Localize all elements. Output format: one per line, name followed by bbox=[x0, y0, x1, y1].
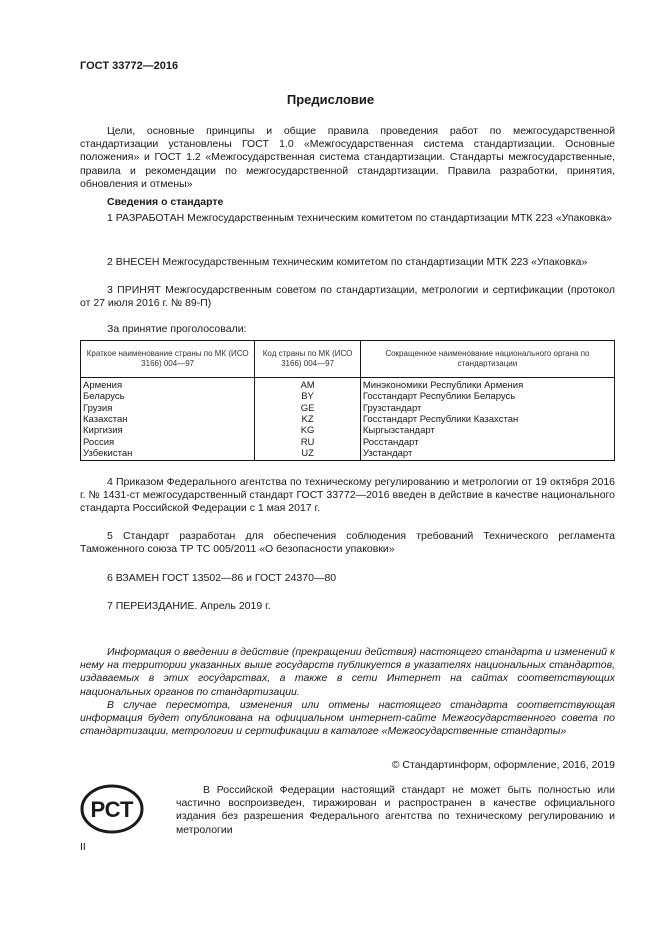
country-name: Беларусь bbox=[81, 391, 255, 402]
country-name: Грузия bbox=[81, 403, 255, 414]
info-paragraph-1: Информация о введении в действие (прекращении действия) настоящего стандарта и изменений к нему на территории указанных выше государств публикуется в указателях национальных стандартов, издаваемых в этих государствах, а также в сети Интернет на сайтах соответствующих национальных органов по стандартизации. bbox=[80, 646, 615, 698]
item-2: 2 ВНЕСЕН Межгосударственным техническим комитетом по стандартизации МТК 223 «Упаковка» bbox=[107, 256, 588, 268]
table-row bbox=[81, 391, 615, 402]
section-subheading: Сведения о стандарте bbox=[107, 196, 224, 208]
item-6: 6 ВЗАМЕН ГОСТ 13502—86 и ГОСТ 24370—80 bbox=[107, 572, 337, 584]
table-row bbox=[81, 436, 615, 447]
table-row bbox=[81, 448, 615, 461]
national-body: Минэкономики Республики Армения bbox=[360, 378, 614, 392]
item-5: 5 Стандарт разработан для обеспечения соблюдения требований Технического регламента Таможенного союза ТР ТС 005/2011 «О безопасности упаковки» bbox=[80, 530, 615, 556]
national-body: Госстандарт Республики Беларусь bbox=[360, 391, 614, 402]
country-code: GE bbox=[255, 403, 361, 414]
national-body: Росстандарт bbox=[360, 436, 614, 447]
country-code: UZ bbox=[255, 448, 361, 461]
country-name: Киргизия bbox=[81, 425, 255, 436]
info-paragraph-2: В случае пересмотра, изменения или отмены настоящего стандарта соответствующая информация будет опубликована на официальном интернет-сайте Межгосударственного совета по стандартизации, метрологии и сертификации в каталоге «Межгосударственные стандарты» bbox=[80, 698, 615, 738]
table-row bbox=[81, 378, 615, 392]
vote-label: За принятие проголосовали: bbox=[107, 323, 247, 335]
reproduction-notice: В Российской Федерации настоящий стандарт не может быть полностью или частично воспроизведен, тиражирован и распространен в качестве официального издания без разрешения Федерального агентства по техническому регулированию и метрологии bbox=[176, 784, 615, 836]
table-row bbox=[81, 414, 615, 425]
copyright: © Стандартинформ, оформление, 2016, 2019 bbox=[391, 759, 615, 771]
page-title: Предисловие bbox=[286, 92, 375, 107]
item-4: 4 Приказом Федерального агентства по техническому регулированию и метрологии от 19 октября 2016 г. № 1431-ст межгосударственный стандарт ГОСТ 33772—2016 введен в действие в качестве национального стандарта Российской Федерации с 1 мая 2017 г. bbox=[80, 476, 615, 515]
national-body: Грузстандарт bbox=[360, 403, 614, 414]
country-name: Армения bbox=[81, 378, 255, 392]
page-number: II bbox=[80, 841, 86, 853]
voting-table bbox=[80, 340, 615, 461]
document-code: ГОСТ 33772—2016 bbox=[80, 60, 179, 72]
country-code: AM bbox=[255, 378, 361, 392]
item-1: 1 РАЗРАБОТАН Межгосударственным техническим комитетом по стандартизации МТК 223 «Упаковка» bbox=[107, 212, 613, 224]
item-3: 3 ПРИНЯТ Межгосударственным советом по стандартизации, метрологии и сертификации (протокол от 27 июля 2016 г. № 89-П) bbox=[80, 284, 615, 310]
rst-logo-icon bbox=[80, 783, 144, 835]
country-code: KG bbox=[255, 425, 361, 436]
national-body: Кыргызстандарт bbox=[360, 425, 614, 436]
header-country-name: Краткое наименование страны по МК (ИСО 3166) 004—97 bbox=[81, 341, 255, 378]
country-code: BY bbox=[255, 391, 361, 402]
info-block bbox=[80, 646, 615, 738]
country-code: KZ bbox=[255, 414, 361, 425]
national-body: Госстандарт Республики Казахстан bbox=[360, 414, 614, 425]
item-7: 7 ПЕРЕИЗДАНИЕ. Апрель 2019 г. bbox=[107, 600, 271, 612]
table-header-row bbox=[81, 341, 615, 378]
country-name: Россия bbox=[81, 436, 255, 447]
intro-paragraph: Цели, основные принципы и общие правила проведения работ по межгосударственной стандартизации установлены ГОСТ 1.0 «Межгосударственная система стандартизации. Основные положения» и ГОСТ 1.2 «Межгосударственная система стандартизации. Стандарты межгосударственные, правила и рекомендации по межгосударственной стандартизации. Правила разработки, принятия, обновления и отмены» bbox=[80, 125, 615, 190]
country-code: RU bbox=[255, 436, 361, 447]
logo-text: РСТ bbox=[90, 797, 134, 822]
national-body: Узстандарт bbox=[360, 448, 614, 461]
country-name: Казахстан bbox=[81, 414, 255, 425]
header-national-body: Сокращенное наименование национального органа по стандартизации bbox=[360, 341, 614, 378]
country-name: Узбекистан bbox=[81, 448, 255, 461]
table-row bbox=[81, 403, 615, 414]
header-country-code: Код страны по МК (ИСО 3166) 004—97 bbox=[255, 341, 361, 378]
table-row bbox=[81, 425, 615, 436]
